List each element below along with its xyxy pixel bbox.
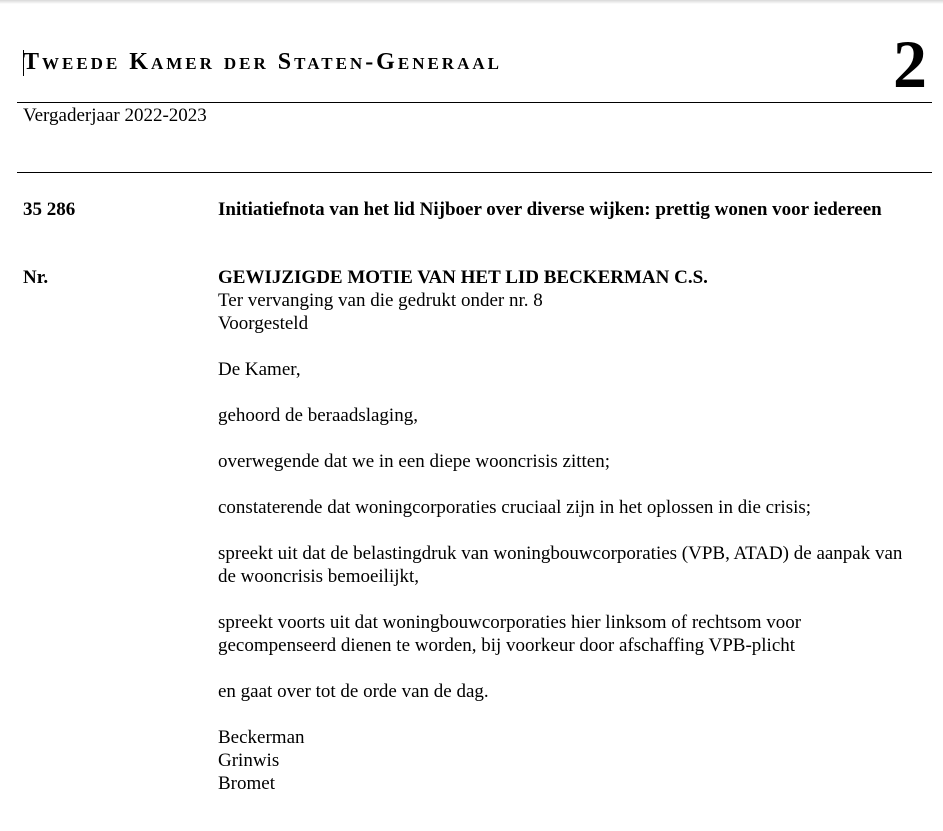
salutation: De Kamer, bbox=[218, 359, 301, 380]
nr-label: Nr. bbox=[23, 267, 49, 288]
replacement-note: Ter vervanging van die gedrukt onder nr. 8 bbox=[218, 290, 543, 311]
kamerstuk-number: 35 286 bbox=[23, 199, 76, 220]
motion-body bbox=[218, 266, 923, 795]
signatory: Beckerman bbox=[218, 727, 305, 748]
document-header-title: Tweede Kamer der Staten-Generaal bbox=[23, 49, 502, 75]
noting-clause: constaterende dat woningcorporaties cruciaal zijn in het oplossen in die crisis; bbox=[218, 497, 812, 518]
section-divider bbox=[17, 172, 932, 173]
header-divider bbox=[17, 102, 932, 103]
window-top-edge bbox=[0, 0, 943, 4]
closing-clause: en gaat over tot de orde van de dag. bbox=[218, 681, 489, 702]
considering-clause: overwegende dat we in een diepe wooncrisis zitten; bbox=[218, 451, 610, 472]
nota-title: Initiatiefnota van het lid Nijboer over diverse wijken: prettig wonen voor iedereen bbox=[218, 199, 882, 220]
signatory: Grinwis bbox=[218, 750, 280, 771]
motion-heading: GEWIJZIGDE MOTIE VAN HET LID BECKERMAN C.S. bbox=[218, 267, 708, 288]
session-year: Vergaderjaar 2022-2023 bbox=[23, 105, 207, 126]
expresses-clause-2: spreekt voorts uit dat woningbouwcorporaties hier linksom of rechtsom voor gecompenseerd dienen te worden, bij voorkeur door afschaffing VPB-plicht bbox=[218, 612, 802, 656]
signatory: Bromet bbox=[218, 773, 275, 794]
page-number: 2 bbox=[893, 26, 927, 102]
expresses-clause-1: spreekt uit dat de belastingdruk van woningbouwcorporaties (VPB, ATAD) de aanpak van de wooncrisis bemoeilijkt, bbox=[218, 543, 903, 587]
heard-clause: gehoord de beraadslaging, bbox=[218, 405, 418, 426]
motion-status: Voorgesteld bbox=[218, 313, 309, 334]
